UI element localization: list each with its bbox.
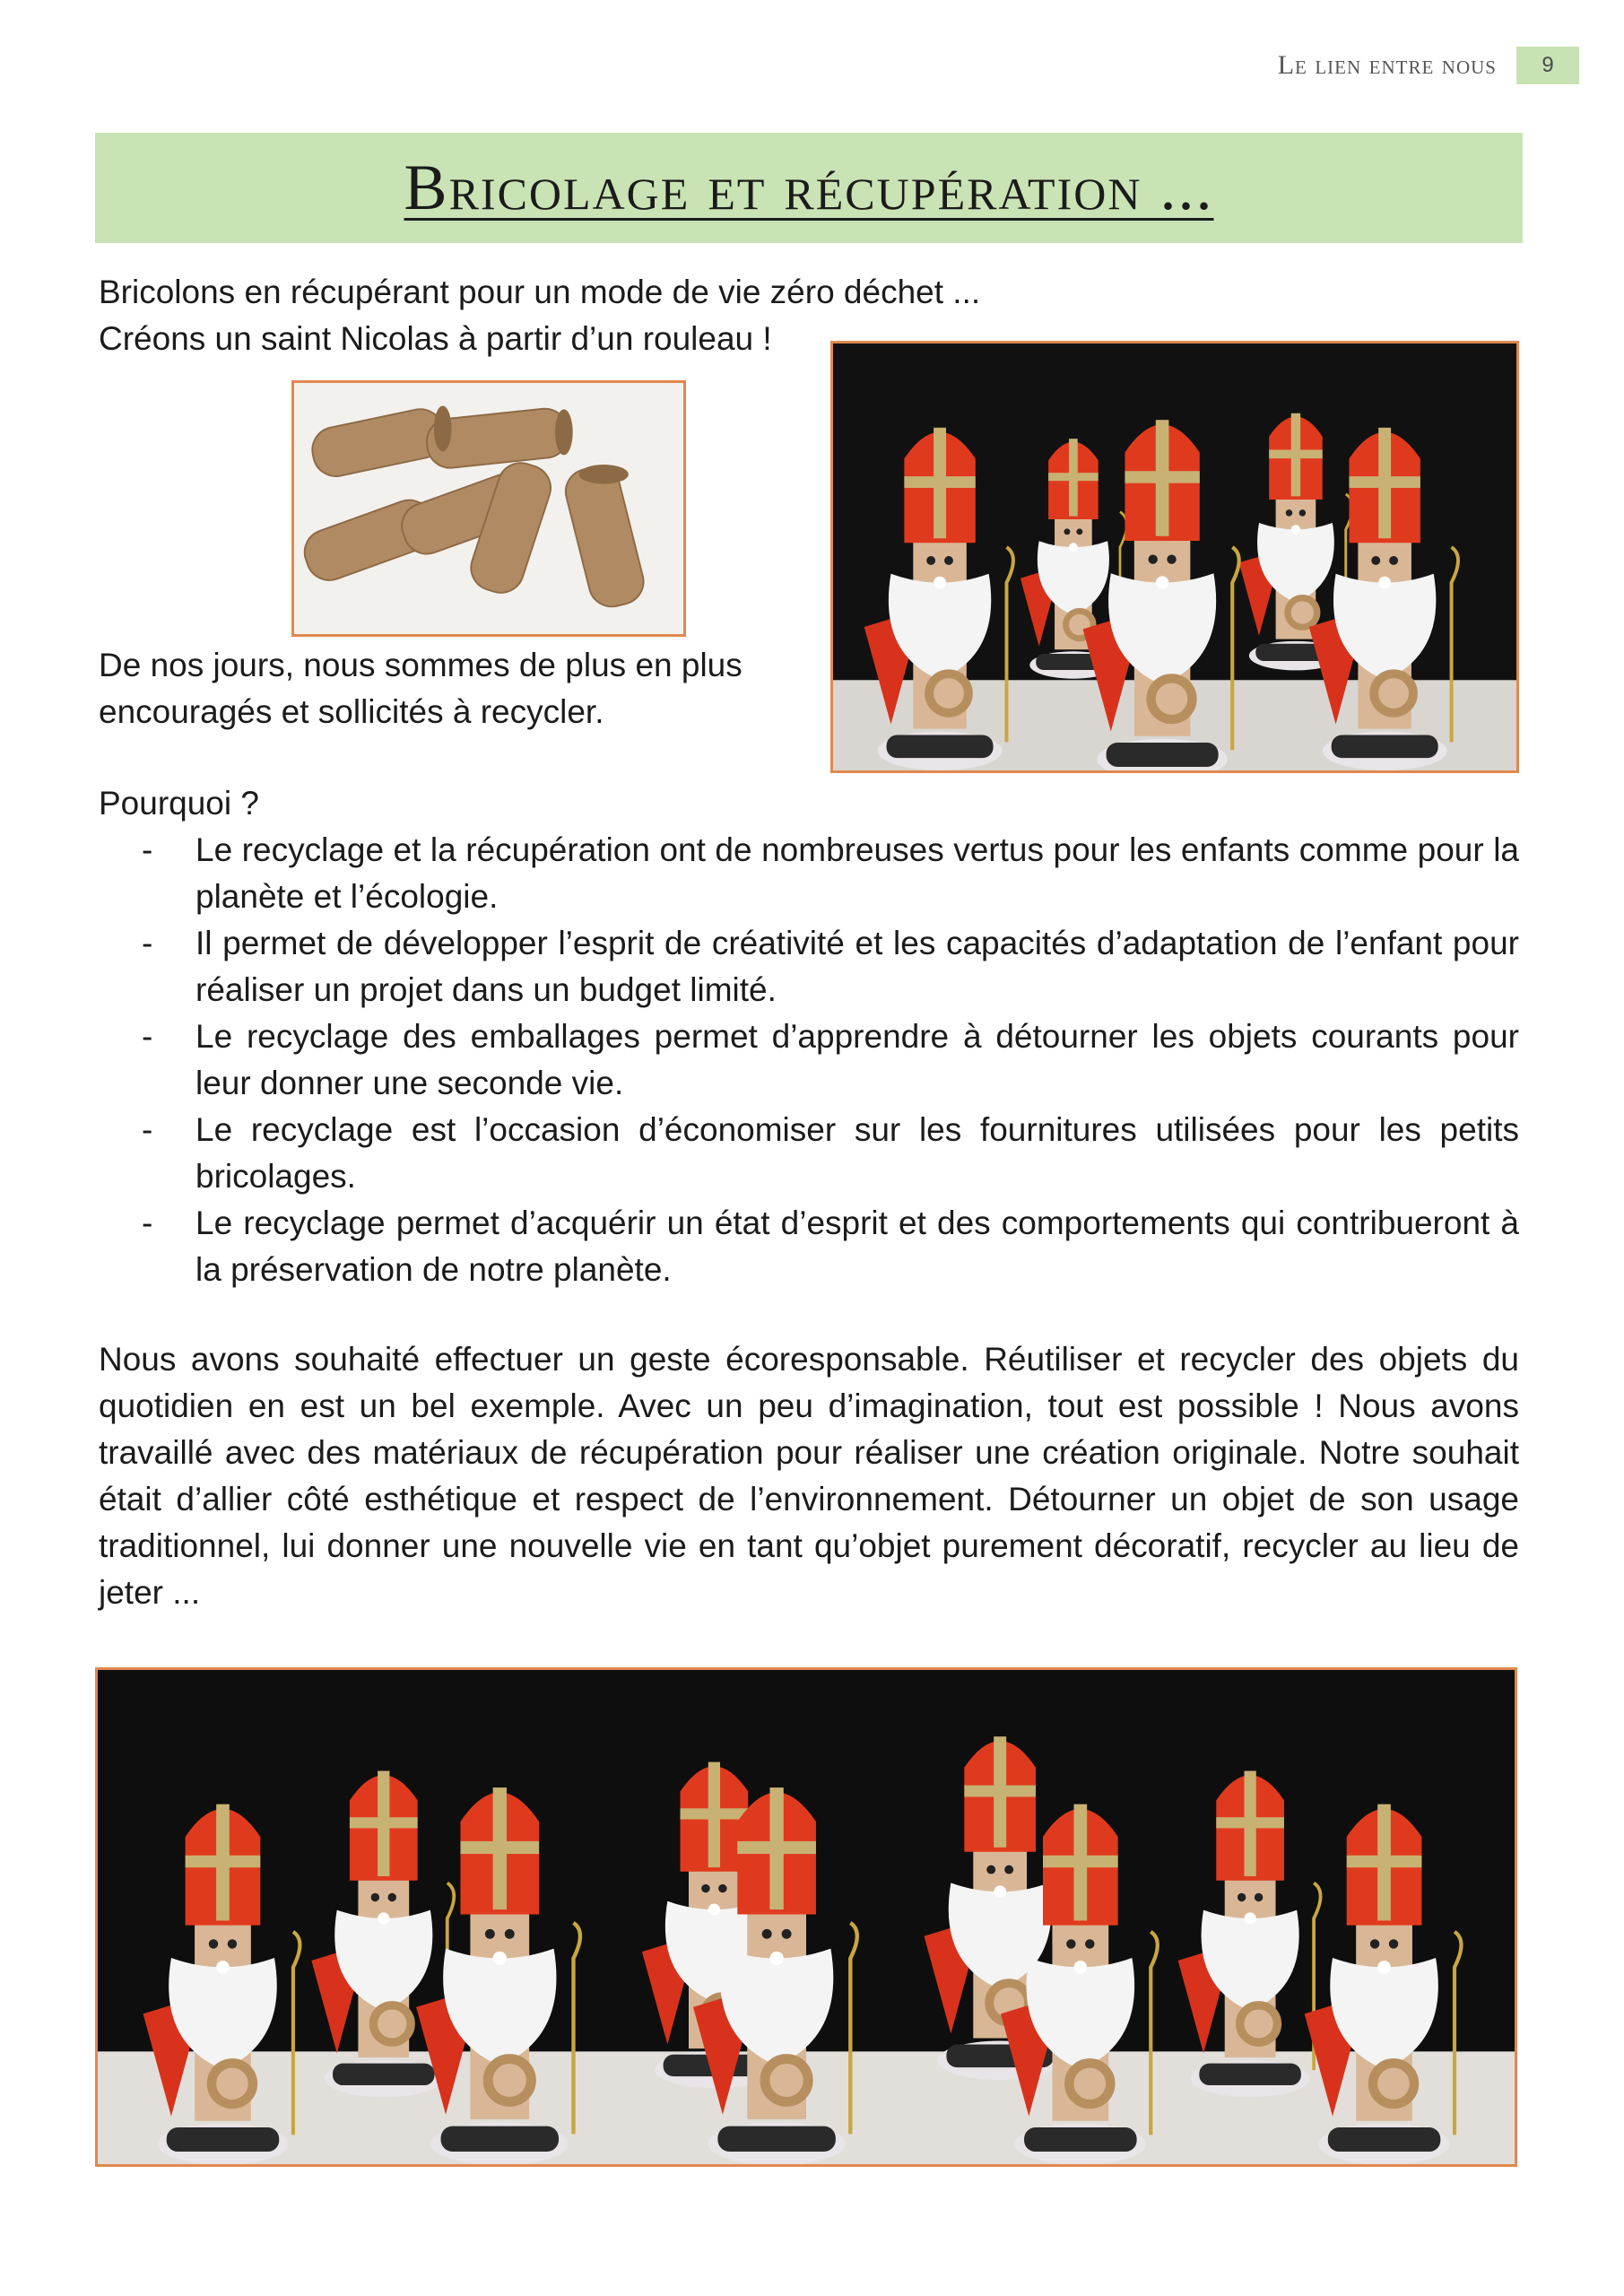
bullet-dash: - <box>142 1111 153 1148</box>
list-item: - Le recyclage est l’occasion d’économiser sur les fournitures utilisées pour les petits bricolages. <box>99 1107 1519 1200</box>
photo-cardboard-rolls <box>291 380 686 637</box>
list-item: - Le recyclage permet d’acquérir un état d’esprit et des comportements qui contribueront à la préservation de notre planète. <box>99 1200 1519 1293</box>
running-title: Le lien entre nous <box>1277 50 1497 80</box>
list-item: - Il permet de développer l’esprit de créativité et les capacités d’adaptation de l’enfant pour réaliser un projet dans un budget limité. <box>99 920 1519 1013</box>
saint-nicolas-group-image <box>98 1670 1515 2164</box>
why-heading: Pourquoi ? <box>99 785 259 822</box>
intro-line-2: Créons un saint Nicolas à partir d’un rouleau ! <box>99 320 772 357</box>
page-title: Bricolage et récupération ... <box>404 152 1214 223</box>
intro-line-1: Bricolons en récupérant pour un mode de vie zéro déchet ... <box>99 274 981 310</box>
benefits-list <box>99 827 1519 1293</box>
bullet-dash: - <box>142 831 153 868</box>
closing-paragraph: Nous avons souhaité effectuer un geste écoresponsable. Réutiliser et recycler des objets du quotidien en est un bel exemple. Avec un peu d’imagination, tout est possible ! Nous avons travaillé avec des matériaux de récupération pour réaliser une création originale. Notre souhait était d’allier côté esthétique et respect de l’environnement. Détourner un objet de son usage traditionnel, lui donner une nouvelle vie en tant qu’objet purement décoratif, recycler au lieu de jeter ... <box>99 1341 1519 1611</box>
list-item: - Le recyclage des emballages permet d’apprendre à détourner les objets courants pour leur donner une seconde vie. <box>99 1013 1519 1107</box>
bullet-dash: - <box>142 1018 153 1055</box>
cardboard-rolls-image <box>294 383 683 634</box>
recycle-line-1: De nos jours, nous sommes de plus en plus <box>99 647 743 683</box>
photo-saint-nicolas-wide <box>95 1667 1517 2167</box>
bullet-dash: - <box>142 925 153 961</box>
page-header <box>1278 47 1579 84</box>
title-band <box>95 133 1523 243</box>
saint-nicolas-figures-image <box>833 344 1516 770</box>
recycle-line-2: encouragés et sollicités à recycler. <box>99 693 604 730</box>
photo-saint-nicolas-small <box>830 341 1519 773</box>
bullet-dash: - <box>142 1205 153 1241</box>
list-item: - Le recyclage et la récupération ont de nombreuses vertus pour les enfants comme pour la planète et l’écologie. <box>99 827 1519 920</box>
page-number: 9 <box>1516 47 1579 84</box>
